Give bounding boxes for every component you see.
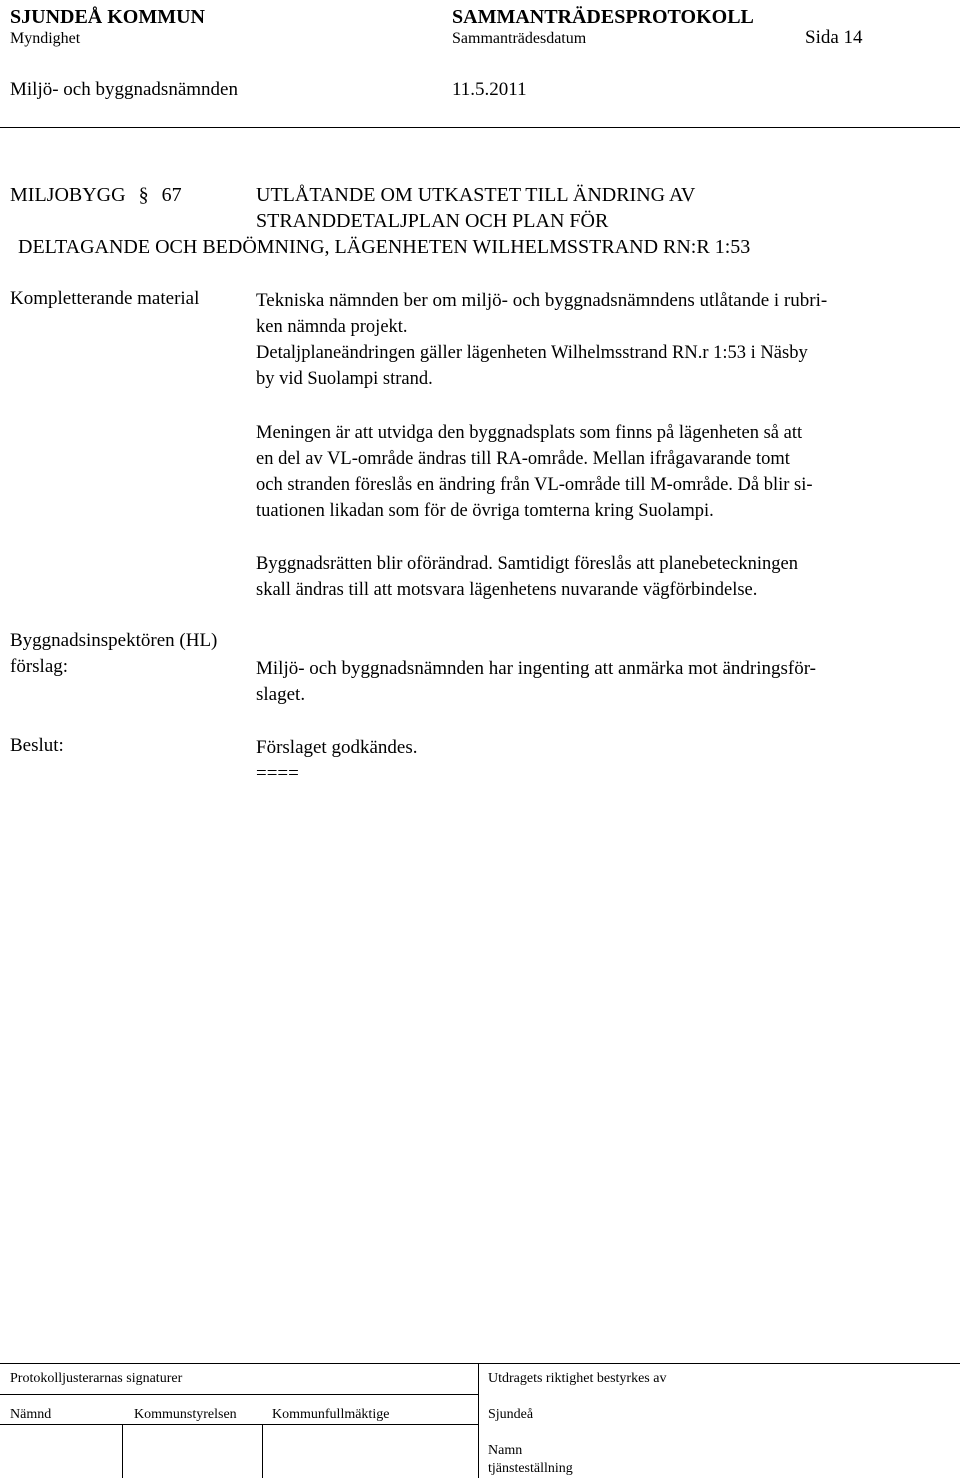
header-divider [0,127,960,128]
paragraph-line: Byggnadsrätten blir oförändrad. Samtidigt föreslås att planebeteckningen [256,554,798,574]
section-title-line2: STRANDDETALJPLAN OCH PLAN FÖR [256,210,609,232]
document-type: SAMMANTRÄDESPROTOKOLL [452,6,754,28]
footer-columns-rule [0,1424,478,1425]
page-number: Sida 14 [805,27,863,48]
paragraph-line: ken nämnda projekt. [256,317,408,337]
footer-position-label: tjänsteställning [488,1461,573,1476]
paragraph-line: skall ändras till att motsvara lägenhetens nuvarande vägförbindelse. [256,580,758,600]
footer-signatures-rule [0,1394,478,1395]
end-mark: ==== [256,763,299,784]
paragraph-purpose [256,420,936,524]
label-inspector: Byggnadsinspektören (HL) [10,630,218,651]
section-title-line1: UTLÅTANDE OM UTKASTET TILL ÄNDRING AV [256,184,696,206]
footer-name-label: Namn [488,1443,523,1458]
paragraph-line: Miljö- och byggnadsnämnden har ingenting att anmärka mot ändringsför- [256,658,816,679]
paragraph-line: Förslaget godkändes. [256,737,418,758]
section-code: MILJOBYGG [10,184,126,206]
label-kompletterande-material: Kompletterande material [10,288,200,309]
footer-col-divider-1 [122,1424,123,1478]
section-paragraph-number: 67 [161,184,182,206]
paragraph-line: Meningen är att utvidga den byggnadsplats som finns på lägenheten så att [256,423,803,443]
label-decision: Beslut: [10,735,64,756]
footer-col-namnd: Nämnd [10,1407,52,1422]
date-label: Sammanträdesdatum [452,30,587,47]
paragraph-line: Detaljplaneändringen gäller lägenheten Wilhelmsstrand RN.r 1:53 i Näsby [256,343,808,363]
footer-center-divider [478,1363,479,1478]
org-name: SJUNDEÅ KOMMUN [10,6,205,28]
meeting-date: 11.5.2011 [452,79,527,100]
paragraph-building-rights [256,551,936,603]
paragraph-sign: § [138,184,149,206]
committee-name: Miljö- och byggnadsnämnden [10,79,238,100]
footer-col-kommunfullmaktige: Kommunfullmäktige [272,1407,390,1422]
footer-signatures-label: Protokolljusterarnas signaturer [10,1371,183,1386]
section-number [10,184,182,207]
label-proposal: förslag: [10,656,69,677]
section-title-line3: DELTAGANDE OCH BEDÖMNING, LÄGENHETEN WILHELMSSTRAND RN:R 1:53 [18,236,751,258]
paragraph-line: tuationen likadan som för de övriga tomterna kring Suolampi. [256,501,714,521]
footer-place: Sjundeå [488,1407,534,1422]
decision-text [256,735,936,787]
paragraph-line: en del av VL-område ändras till RA-område. Mellan ifrågavarande tomt [256,449,790,469]
paragraph-line: by vid Suolampi strand. [256,369,433,389]
paragraph-line: slaget. [256,684,306,705]
paragraph-line: och stranden föreslås en ändring från VL-område till M-område. Då blir si- [256,475,813,495]
paragraph-line: Tekniska nämnden ber om miljö- och byggnadsnämndens utlåtande i rubri- [256,290,828,311]
footer-col-kommunstyrelsen: Kommunstyrelsen [134,1407,237,1422]
proposal-text [256,656,936,708]
footer-col-divider-2 [262,1424,263,1478]
footer-certify-label: Utdragets riktighet bestyrkes av [488,1371,667,1386]
org-subtitle: Myndighet [10,30,81,47]
footer-top-rule [0,1363,960,1364]
paragraph-background [256,288,936,392]
